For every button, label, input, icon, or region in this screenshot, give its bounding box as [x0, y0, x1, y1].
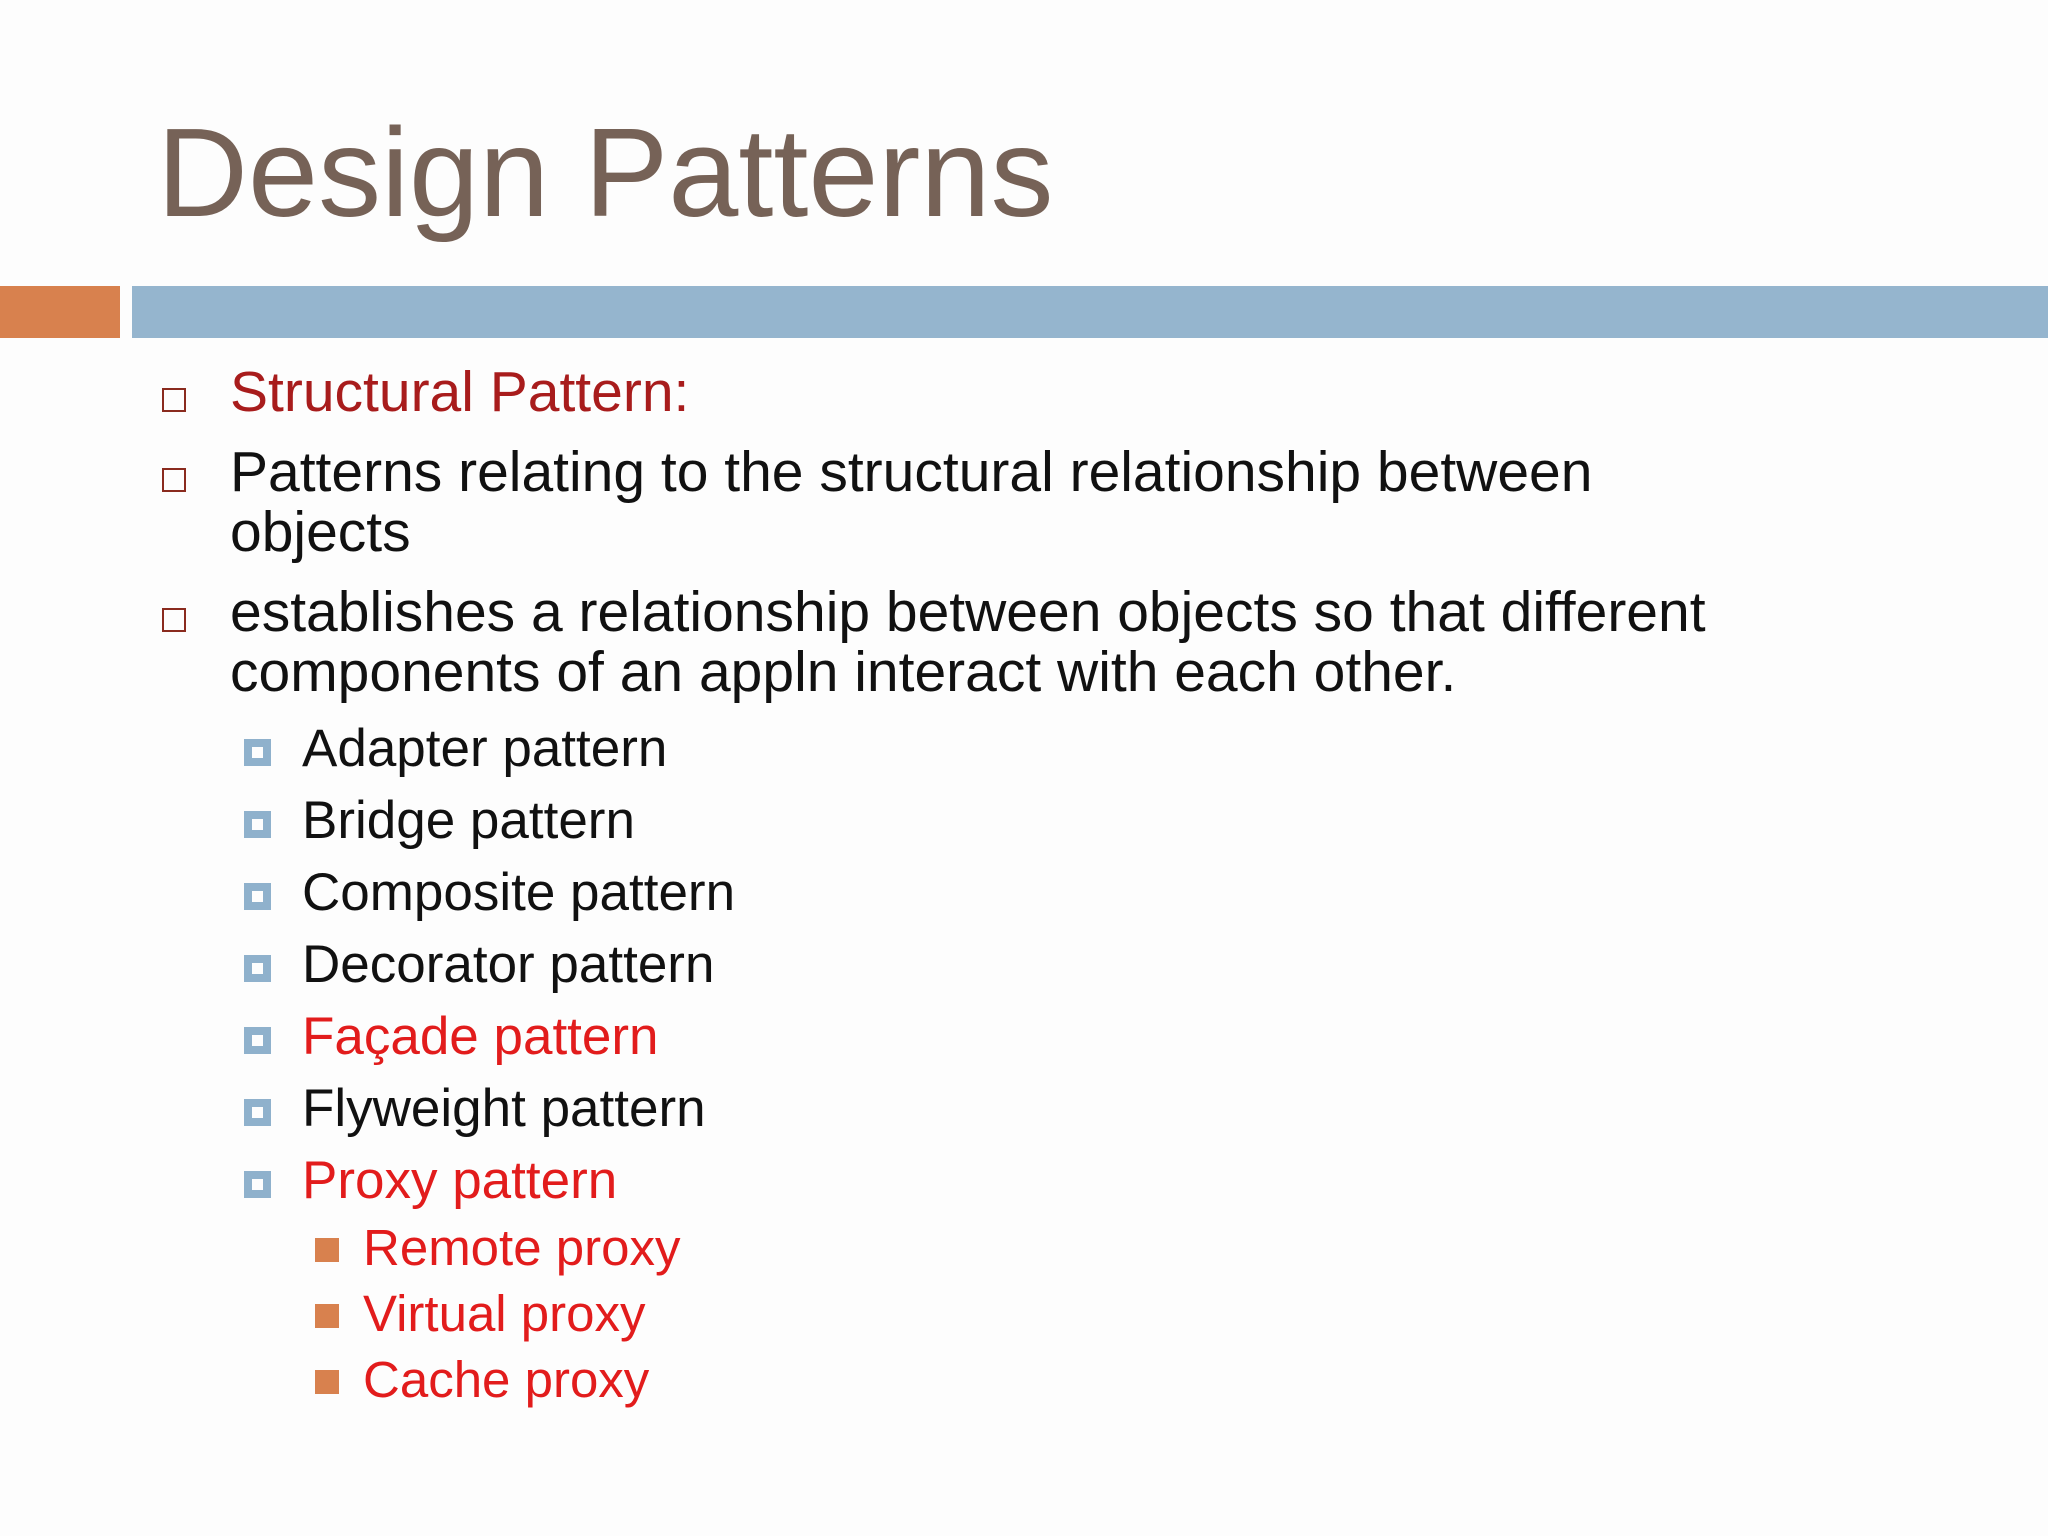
pattern-proxy: Proxy pattern — [302, 1151, 618, 1210]
hollow-square-bullet-icon — [162, 468, 186, 492]
bullet-structural-relationship-line2: objects — [230, 500, 411, 564]
pattern-facade: Façade pattern — [302, 1007, 659, 1066]
proxy-virtual: Virtual proxy — [363, 1285, 646, 1342]
filled-square-bullet-icon — [315, 1370, 339, 1394]
proxy-remote: Remote proxy — [363, 1219, 681, 1276]
proxy-cache: Cache proxy — [363, 1351, 650, 1408]
bullet-establishes-line1: establishes a relationship between objects so that different — [230, 580, 1706, 644]
framed-square-bullet-icon — [244, 739, 271, 766]
filled-square-bullet-icon — [315, 1238, 339, 1262]
framed-square-bullet-icon — [244, 883, 271, 910]
framed-square-bullet-icon — [244, 1171, 271, 1198]
hollow-square-bullet-icon — [162, 388, 186, 412]
framed-square-bullet-icon — [244, 1027, 271, 1054]
framed-square-bullet-icon — [244, 811, 271, 838]
hollow-square-bullet-icon — [162, 608, 186, 632]
pattern-flyweight: Flyweight pattern — [302, 1079, 706, 1138]
filled-square-bullet-icon — [315, 1304, 339, 1328]
slide-title: Design Patterns — [157, 102, 1054, 243]
pattern-adapter: Adapter pattern — [302, 719, 668, 778]
bullet-establishes-line2: components of an appln interact with each other. — [230, 640, 1457, 704]
framed-square-bullet-icon — [244, 955, 271, 982]
pattern-decorator: Decorator pattern — [302, 935, 715, 994]
pattern-composite: Composite pattern — [302, 863, 736, 922]
bullet-structural-pattern: Structural Pattern: — [230, 360, 690, 424]
pattern-bridge: Bridge pattern — [302, 791, 635, 850]
framed-square-bullet-icon — [244, 1099, 271, 1126]
bullet-structural-relationship-line1: Patterns relating to the structural relationship between — [230, 440, 1593, 504]
